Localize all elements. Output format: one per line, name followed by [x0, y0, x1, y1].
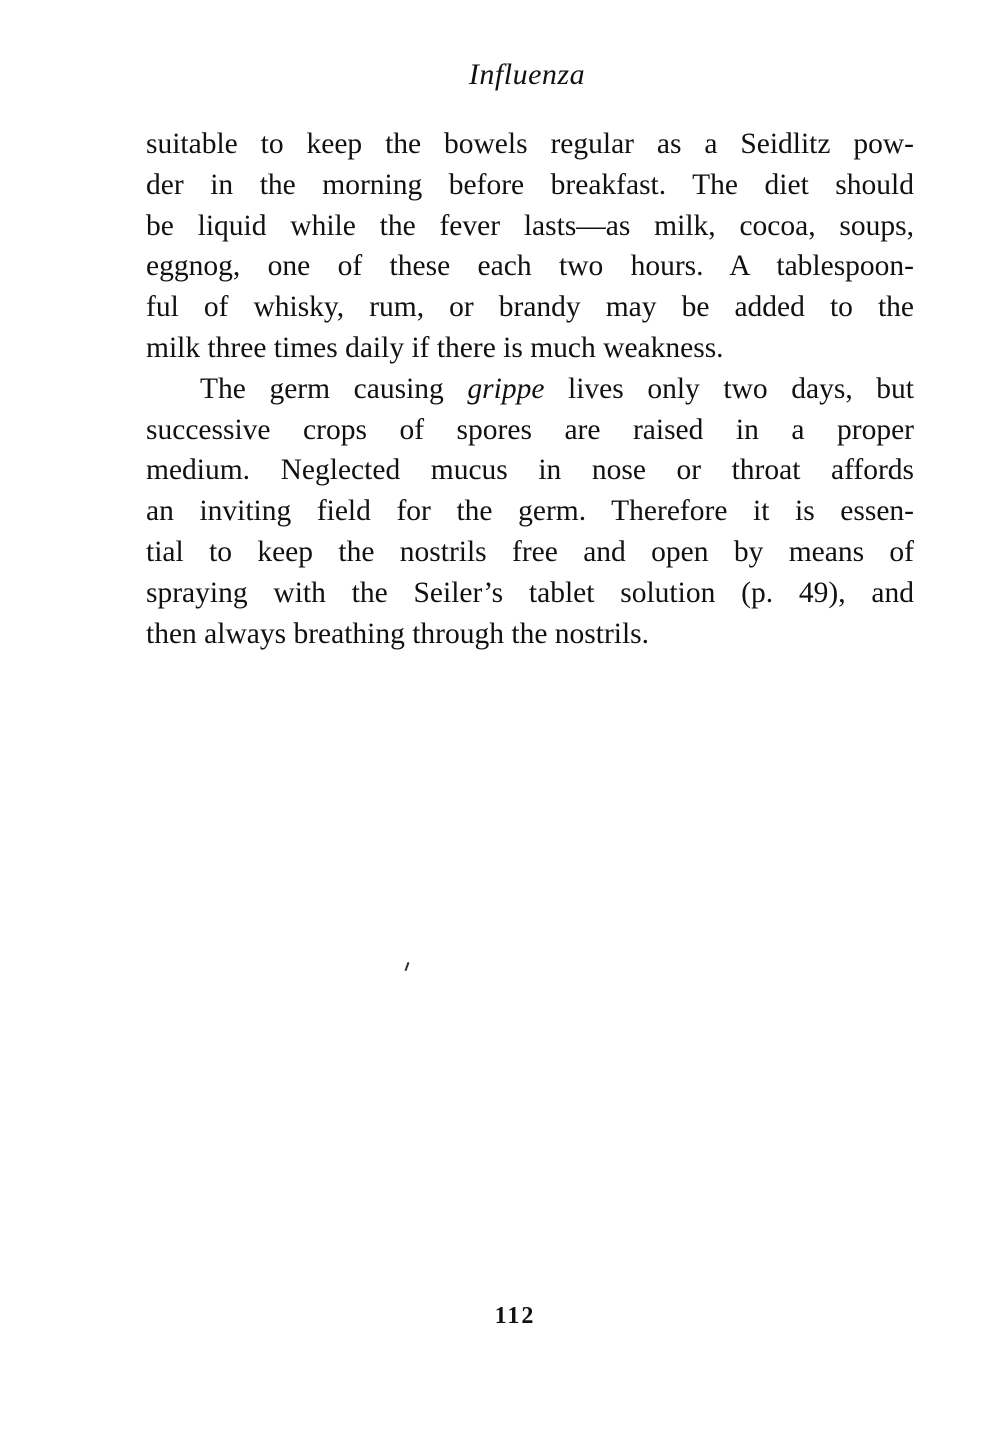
text-line: tial to keep the nostrils free and open by means of: [146, 535, 914, 568]
text-line: successive crops of spores are raised in a proper: [146, 413, 914, 446]
italic-term: grippe: [467, 372, 545, 405]
text-line: suitable to keep the bowels regular as a Seidlitz pow-: [146, 128, 914, 160]
text-line: eggnog, one of these each two hours. A tablespoon-: [146, 250, 914, 283]
text-line: be liquid while the fever lasts—as milk, cocoa, soups,: [146, 209, 914, 242]
text-segment: The germ causing: [200, 372, 468, 405]
page-number: 112: [494, 1303, 536, 1329]
paragraph-2: [146, 369, 914, 655]
paragraph-1: [146, 124, 914, 369]
text-segment: lives only two days, but: [544, 372, 915, 405]
running-head: Influenza: [468, 58, 586, 91]
text-line: ful of whisky, rum, or brandy may be added to the: [146, 291, 914, 324]
text-line: der in the morning before breakfast. The diet should: [146, 168, 914, 201]
text-line: spraying with the Seiler’s tablet solution (p. 49), and: [146, 576, 914, 609]
text-line: medium. Neglected mucus in nose or throat affords: [146, 454, 914, 487]
text-line: [146, 369, 914, 410]
text-line: milk three times daily if there is much weakness.: [146, 331, 724, 364]
stray-ink-mark: [405, 962, 410, 971]
text-line: then always breathing through the nostrils.: [146, 617, 650, 650]
text-line: an inviting field for the germ. Therefore it is essen-: [146, 495, 914, 528]
body-text: [146, 124, 914, 654]
